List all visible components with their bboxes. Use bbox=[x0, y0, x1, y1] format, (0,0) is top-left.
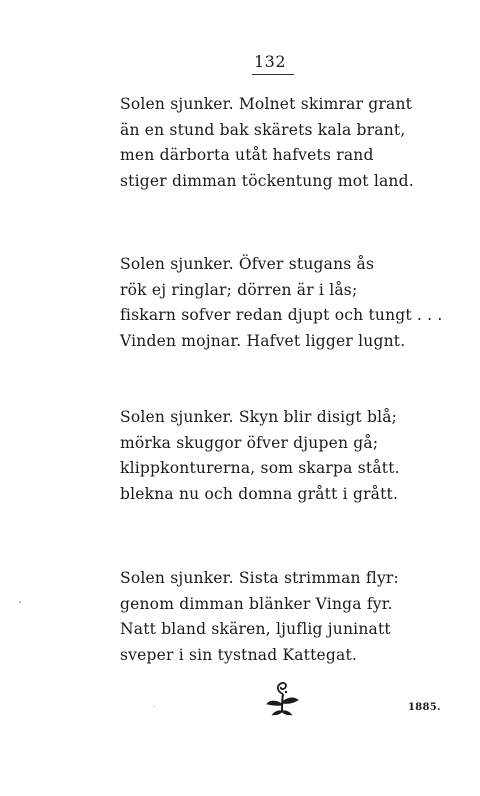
poem-line: fiskarn sofver redan djupt och tungt . . . bbox=[120, 306, 443, 324]
poem-line: Solen sjunker. Sista strimman flyr: bbox=[120, 569, 399, 587]
paper-speck bbox=[19, 601, 21, 603]
poem-line: klippkonturerna, som skarpa stått. bbox=[120, 459, 400, 477]
poem-line: Solen sjunker. Skyn blir disigt blå; bbox=[120, 408, 398, 426]
stanza-2 bbox=[120, 252, 443, 354]
poem-line: sveper i sin tystnad Kattegat. bbox=[120, 645, 358, 664]
stanza-4 bbox=[120, 566, 399, 668]
poem-line: Natt bland skären, ljuflig juninatt bbox=[120, 620, 391, 638]
page-number-rule bbox=[252, 74, 294, 75]
poem-line: stiger dimman töckentung mot land. bbox=[120, 171, 414, 190]
publication-year: 1885. bbox=[408, 702, 441, 713]
stanza-3 bbox=[120, 405, 400, 507]
poem-line: blekna nu och domna grått i grått. bbox=[120, 484, 399, 503]
page-number: 132 bbox=[253, 52, 287, 71]
poem-line: mörka skuggor öfver djupen gå; bbox=[120, 433, 379, 452]
stanza-1 bbox=[120, 92, 414, 194]
poem-line: men därborta utåt hafvets rand bbox=[120, 146, 374, 164]
poem-line: Vinden mojnar. Hafvet ligger lugnt. bbox=[120, 331, 406, 350]
paper-speck bbox=[154, 706, 155, 707]
floral-ornament-icon bbox=[262, 678, 302, 718]
poem-line: genom dimman blänker Vinga fyr. bbox=[120, 594, 393, 613]
poem-line: än en stund bak skärets kala brant, bbox=[120, 120, 406, 139]
poem-line: rök ej ringlar; dörren är i lås; bbox=[120, 280, 358, 299]
poem-line: Solen sjunker. Öfver stugans ås bbox=[120, 255, 375, 273]
poem-line: Solen sjunker. Molnet skimrar grant bbox=[120, 95, 413, 113]
